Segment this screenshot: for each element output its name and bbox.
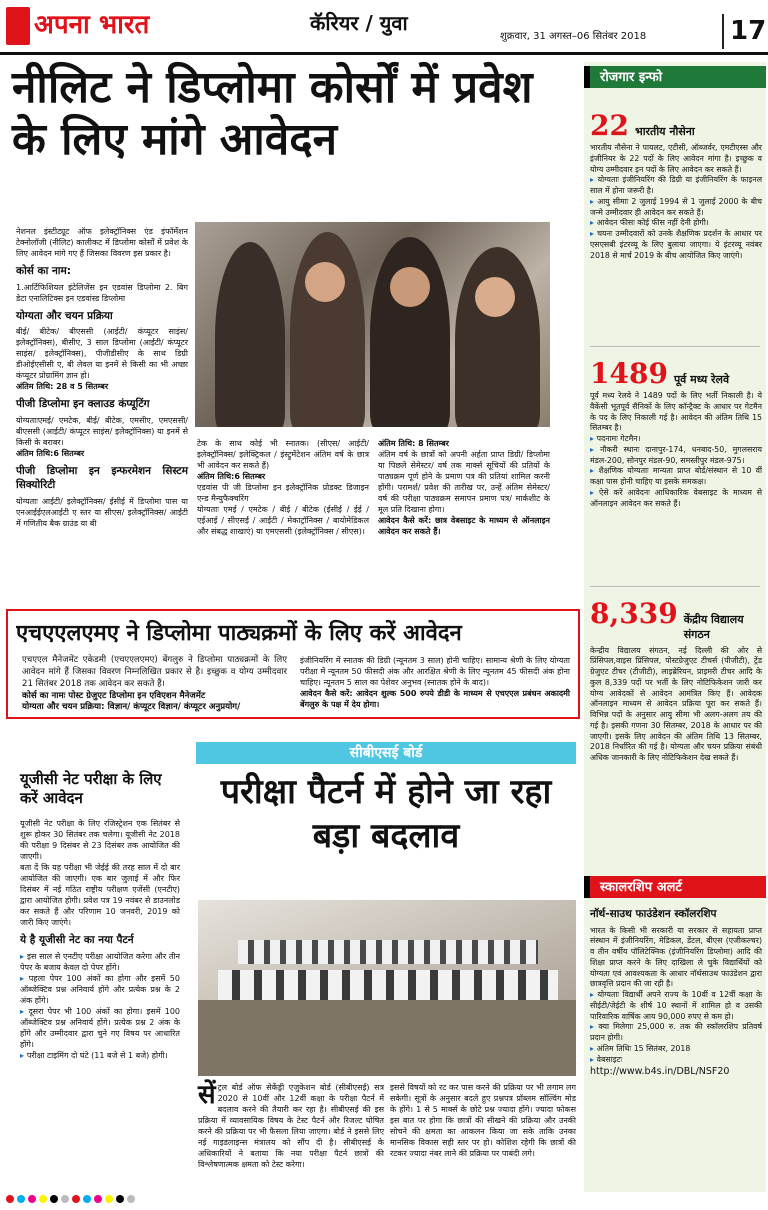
sidebar-divider-1	[590, 346, 760, 347]
cbse-headline: परीक्षा पैटर्न में होने जा रहा बड़ा बदलाव	[220, 772, 552, 857]
scholarship-url[interactable]: http://www.b4s.in/DBL/NSF20	[590, 1066, 730, 1078]
halma-eligibility: इंजीनियरिंग में स्नातक की डिग्री (न्यूनतम 3 साल) होनी चाहिए। सामान्य श्रेणी के लिए योग्यता परीक्षा में न्यूनतम 50 फीसदी अंक और आरक्षित श्रेणी के लिए न्यूनतम 45 फीसदी अंक होना चाहिए। न्यूनतम 5 साल का पेशेवर अनुभव (स्नातक होने के बाद)।	[300, 656, 570, 688]
railway-block	[590, 357, 762, 509]
nielit-article-col2	[197, 438, 369, 537]
kvs-body: केन्द्रीय विद्यालय संगठन, नई दिल्ली की ओर से प्रिंसिपल,वाइस प्रिंसिपल, पोस्टग्रेजुएट टीचर्स (पीजीटी), ट्रेंड ग्रेजुएट टीचर (टीजीटी), लाइब्रेरियन, प्राइमरी टीचर आदि के कुल 8,339 पदों पर भर्ती के लिए नोटिफिकेशन जारी कर योग्य आवेदकों से आवेदन आमंत्रित किए हैं। आवेदक ऑनलाइन माध्यम से आवेदन प्रक्रिया पूरा कर सकते हैं। विभिन्न पदों के अनुसार आयु सीमा भी अलग-अलग तय की गई है। इसकी गणना 30 सितम्बर, 2018 के आधार पर की जाएगी। इसके लिए आवेदन की अंतिम तिथि 13 सितम्बर, 2018 निर्धारित की गई है। योग्यता और चयन प्रक्रिया संबंधी अधिक जानकारी के लिए नोटिफिकेशन देख सकते हैं।	[590, 645, 762, 763]
col3-text: अंतिम वर्ष के छात्रों को अपनी अर्हता प्राप्त डिग्री/ डिप्लोमा या पिछले सेमेस्टर/ वर्ष तक मार्क्स सूचियों की प्रतियों के पाठ्यक्रम पूर्ण होने के प्रमाण पत्र की प्रतियां शामिल करनी होंगी। परामर्श/ प्रवेश की तारीख पर, उन्हें अंतिम सेमेस्टर/ वर्ष की परीक्षा पाठ्यक्रम समापन प्रमाण पत्र/ मार्कशीट के मूल प्रति दिखाना होगा।	[378, 450, 550, 515]
dot-icon	[6, 1195, 14, 1203]
dot-icon	[94, 1195, 102, 1203]
dot-icon	[105, 1195, 113, 1203]
nielit-intro: नेशनल इंस्टीट्यूट ऑफ इलेक्ट्रॉनिक्स एंड इंफॉर्मेशन टेक्नोलॉजी (नीलिट) कालीकट में डिप्लोमा कोर्सों में प्रवेश के लिए आवेदन मांगे गए हैं जिसका विवरण इस प्रकार है।	[16, 227, 188, 259]
railway-bullet-3: ▸ शैक्षणिक योग्यताः मान्यता प्राप्त बोर्ड/संस्थान से 10 वीं कक्षा पास होनी चाहिए या इसके समकक्ष।	[590, 466, 762, 488]
ugc-pattern-heading: ये है यूजीसी नेट का नया पैटर्न	[20, 934, 134, 947]
dot-icon	[39, 1195, 47, 1203]
halma-right	[300, 655, 570, 710]
ugc-bullet-3: ▸ दूसरा पेपर भी 100 अंकों का होगा। इसमें 100 ऑब्जेक्टिव प्रश्न अनिवार्य होंगे। प्रत्येक प्रश्न 2 अंक के होंगे और उम्मीदवार द्वारा चुने गए विषय पर आधारित होंगे।	[20, 1006, 180, 1050]
scholarship-block	[590, 908, 762, 1079]
ugc-body	[20, 818, 180, 1061]
scholarship-body: भारत के किसी भी सरकारी या सरकार से सहायता प्राप्त संस्थान में इंजीनियरिंग, मेडिकल, डेंटल, बीएस (एजीकल्चर) व तीन वर्षीय पॉलिटेक्निक (इंजीनियरिंग डिप्लोमा) आदि की शिक्षा प्राप्त करने के लिए दाखिला ले चुके विद्यार्थियों को योग्यता एवं आवश्यकता के आधार नॉर्थसाउथ फाउंडेशन द्वारा छात्रवृत्ति प्रदान की जा रही है।	[590, 925, 762, 989]
dot-icon	[127, 1195, 135, 1203]
page-number: 17	[722, 14, 766, 49]
ugc-p1: यूजीसी नेट परीक्षा के लिए रजिस्ट्रेशन एक सितंबर से शुरू होकर 30 सितंबर तक चलेगा। यूजीसी नेट 2018 की परीक्षा 9 दिसंबर से 23 दिसंबर तक आयोजित की जाएगी।	[20, 819, 180, 862]
scholarship-bullet-3: ▸ अंतिम तिथिः 15 सितंबर, 2018	[590, 1044, 762, 1055]
main-headline: नीलिट ने डिप्लोमा कोर्सों में प्रवेश के लिए मांगे आवेदन	[12, 62, 533, 165]
eligibility-text: बीई/ बीटेक/ बीएससी (आईटी/ कंप्यूटर साइंस/ इलेक्ट्रॉनिक्स), बीसीए, 3 साल डिप्लोमा (आईटी/ कंप्यूटर साइंस/ इलेक्ट्रॉनिक्स), पीजीडीसीए के साथ डिग्री डीओईएसीसी ए, बी लेवल या इनमें से किसी का भी अच्छा कंप्यूटर प्रोग्रामिंग ज्ञान हो।	[16, 327, 188, 381]
students-photo	[195, 222, 550, 427]
halma-selection: योग्यता और चयन प्रक्रिया: विज्ञान/ कंप्यूटर विज्ञान/ कंप्यूटर अनुप्रयोग/	[22, 702, 241, 713]
registration-dots	[0, 1195, 768, 1205]
ugc-p2: बता दें कि यह परीक्षा भी जेईई की तरह साल में दो बार आयोजित की जाएगी। एक बार जुलाई में और फिर दिसंबर में नई गठित राष्ट्रीय परीक्षण एजेंसी (एनटीए) द्वारा आयोजित होगी। प्रवेश पत्र 19 नवंबर से डाउनलोड कर सकते हैं और परिणाम 10 जनवरी, 2019 को जारी किए जाएंगे।	[20, 863, 180, 928]
dot-icon	[28, 1195, 36, 1203]
halma-course: कोर्स का नामः पोस्ट ग्रेजुएट डिप्लोमा इन एविएशन मैनेजमेंट	[22, 690, 206, 701]
cbse-dropcap: सें	[198, 1080, 216, 1110]
navy-bullet-1: ▸ योग्यताः इंजीनियरिंग की डिग्री या इंजीनियरिंग के फाइनल साल में होना जरूरी है।	[590, 175, 762, 197]
kvs-number: 8,339	[590, 597, 678, 630]
courses-list: 1.आर्टिफिशियल इंटेलिजेंस इन एडवांस डिप्लोमा 2. बिग डेटा एनालिटिक्स इन एडवांस्ड डिप्लोमा	[16, 282, 188, 303]
navy-bullet-4: ▸ चयनः उम्मीदवारों को उनके शैक्षणिक प्रदर्शन के आधार पर एसएसबी इंटरव्यू के लिए बुलाया जाएगा। ये इंटरव्यू नवंबर 2018 से मार्च 2019 के बीच आयोजित किए जाएंगे।	[590, 229, 762, 261]
railway-bullet-2: ▸ नौकरी स्थानः दानापुर-174, धनबाद-50, मुगलसराय मंडल-200, सोनपुर मंडल-90, समस्तीपुर मंडल-975।	[590, 445, 762, 467]
col3-apply: आवेदन कैसे करें: छात्र वेबसाइट के माध्यम से ऑनलाइन आवेदन कर सकते हैं।	[378, 516, 550, 537]
col3-deadline: अंतिम तिथि: 8 सितम्बर	[378, 439, 449, 448]
navy-bullet-3: ▸ आवेदन फीसः कोई फीस नहीं देनी होगी।	[590, 218, 762, 229]
halma-title: एचएएलएमए ने डिप्लोमा पाठ्यक्रमों के लिए करें आवेदन	[16, 620, 462, 646]
sidebar	[584, 62, 766, 1192]
cbse-left-text: ट्रल बोर्ड ऑफ सेकेंड्री एजुकेशन बोर्ड (सीबीएसई) सत्र 2020 से 10वीं और 12वीं कक्षा के परीक्षा पैटर्न में बदलाव करने की तैयारी कर रहा है। सीबीएसई की इस प्रक्रिया में व्यावसायिक विषय के टेस्ट पैटर्न और रिजल्ट घोषित करने की प्रक्रिया पर भी फैसला लिया जाएगा। बोर्ड ने इससे लिए नई गाइडलाइन्स मंत्रालय को सौंप दी है। सीबीएसई के अधिकारियों ने बताया कि नया परीक्षा पैटर्न छात्रों की विश्लेषणात्मक क्षमता को टेस्ट करेगा।	[198, 1083, 384, 1170]
halma-apply: आवेदन कैसे करें: आवेदन शुल्क 500 रुपये डीडी के माध्यम से एचएएल प्रबंधन अकादमी बेंगलुरु के पक्ष में देय होगा।	[300, 689, 570, 710]
halma-intro: एचएएल मैनेजमेंट एकेडमी (एचएएलएमए) बेंगलुरु ने डिप्लोमा पाठ्यक्रमों के लिए आवेदन मांगे हैं जिसका विवरण निम्नलिखित प्रकार से है। इच्छुक व योग्य उम्मीदवार 21 सितंबर 2018 तक आवेदन कर सकते हैं।	[22, 655, 287, 689]
infosec-heading: पीजी डिप्लोमा इन इन्फरमेशन सिस्टम सिक्योरिटी	[16, 464, 188, 492]
scholarship-bullet-1: ▸ योग्यताः विद्यार्थी अपने राज्य के 10वीं व 12वीं कक्षा के सीईटी/जेईटी के शीर्ष 10 स्थानों में शामिल हो व उसकी पारिवारिक वार्षिक आय 90,000 रुपए से कम हो।	[590, 990, 762, 1022]
ugc-bullet-4: ▸ परीक्षा टाइमिंग दो घंटे (11 बजे से 1 बजे) होगी।	[20, 1050, 180, 1061]
dot-icon	[50, 1195, 58, 1203]
nielit-article-col3	[378, 438, 550, 537]
ugc-headline: यूजीसी नेट परीक्षा के लिए करें आवेदन	[20, 770, 162, 807]
deadline-1: अंतिम तिथि: 28 व 5 सितम्बर	[16, 382, 109, 392]
railway-title: पूर्व मध्य रेलवे	[673, 373, 730, 386]
classroom-photo	[198, 900, 576, 1076]
col2-deadline: अंतिम तिथि:6 सितम्बर	[197, 472, 266, 482]
cbse-right-text: इससे विषयों को रट कर पास करने की प्रक्रिया पर भी लगाम लग सकेगी। सूत्रों के अनुसार बदले हुए प्रश्नपत्र प्रॉब्लम सॉल्विंग मोड के होंगे। 1 से 5 मार्क्स के छोटे प्रश्न ज्यादा होंगे। ज्यादा फोकस इस बात पर होगा कि छात्रों की सीखने की प्रक्रिया और उनकी सोचने की क्षमता का आकलन किया जा सके ताकि उनका मानसिक विकास सही स्तर पर हो। कोशिश रहेगी कि छात्रों की रटकर ज्यादा नंबर लाने की प्रक्रिया पर पाबंदी लगे।	[390, 1083, 576, 1159]
ugc-bullet-1: ▸ इस साल से एनटीए परीक्षा आयोजित करेगा और तीन पेपर के बजाय केवल दो पेपर होंगे।	[20, 951, 180, 973]
navy-block	[590, 109, 762, 261]
railway-body: पूर्व मध्य रेलवे ने 1489 पदों के लिए भर्ती निकाली है। ये वैकेंसी भूतपूर्व सैनिकों के लिए कॉन्ट्रैक्ट के आधार पर गेटमैन के पद के लिए निकाली गई है। आवेदन की अंतिम तिथि 15 सितम्बर है।	[590, 391, 762, 433]
dot-icon	[116, 1195, 124, 1203]
navy-bullet-2: ▸ आयु सीमाः 2 जुलाई 1994 से 1 जुलाई 2000 के बीच जन्मे उम्मीदवार ही आवेदन कर सकते हैं।	[590, 197, 762, 219]
sidebar-divider-2	[590, 586, 760, 587]
cbse-left	[198, 1082, 384, 1170]
halma-left	[22, 655, 287, 714]
masthead-logo	[6, 6, 216, 46]
navy-number: 22	[590, 109, 629, 142]
railway-number: 1489	[590, 357, 668, 390]
dot-icon	[72, 1195, 80, 1203]
logo-text: अपना भारत	[34, 10, 150, 41]
section-title: कॅरियर / युवा	[310, 11, 408, 35]
scholarship-bullet-2: ▸ क्या मिलेगाः 25,000 रु. तक की स्कॉलरशिप प्रतिवर्ष प्रदान होगी।	[590, 1022, 762, 1044]
cloud-heading: पीजी डिप्लोमा इन क्लाउड कंप्यूटिंग	[16, 398, 150, 411]
col2c-text: योग्यताः एमई / एमटेक / बीई / बीटेक (ईसीई / ईई / एईआई / सीएसई / आईटी / मेकाट्रॉनिक्स / बायोमेडिकल और संबद्ध शाखाएं) या एमएससी (इलेक्ट्रॉनिक्स / सीएस)।	[197, 505, 369, 537]
scholarship-title: नॉर्थ-साउथ फाउंडेशन स्कॉलरशिप	[590, 908, 717, 920]
cloud-text: योग्यताःएमई/ एमटेक, बीई/ बीटेक, एमसीए, एमएससी/ बीएससी (आईटी/ कंप्यूटर साइंस/ इलेक्ट्रॉनिक्स) या इनमें से किसी के बराबर।	[16, 415, 188, 447]
scholarship-bar: स्कालरशिप अलर्ट	[584, 876, 766, 898]
eligibility-heading: योग्यता और चयन प्रक्रिया	[16, 309, 113, 322]
kvs-block	[590, 597, 762, 764]
infosec-text: योग्यताः आईटी/ इलेक्ट्रॉनिक्स/ ईसीई में डिप्लोमा पास या एनआईईएलआईटी ए स्तर या सीएस/ इलेक्ट्रॉनिक्स/ आईटी में गणितीय बैक ग्राउंड या बी	[16, 496, 188, 528]
issue-date: शुक्रवार, 31 अगस्त–06 सितंबर 2018	[500, 31, 647, 42]
navy-body: भारतीय नौसेना ने पायलट, एटीसी, ऑब्जर्वर, एमटीएस्स और इंजीनियर के 22 पदों के लिए आवेदन मांगा है। इच्छुक व योग्य उम्मीदवार इन पदों के लिए आवेदन कर सकते हैं।	[590, 143, 762, 174]
cbse-band: सीबीएसई बोर्ड	[196, 742, 576, 764]
scholarship-bullet-4: ▸ वेबसाइटः	[590, 1055, 762, 1066]
nielit-article-col1	[16, 226, 188, 529]
col2-text: टेक के साथ कोई भी स्नातक। (सीएस/ आईटी/ इलेक्ट्रॉनिक्स/ इलेक्ट्रिकल / इंस्ट्रुमेंटेशन अंतिम वर्ष के छात्र भी आवेदन कर सकते हैं)	[197, 439, 369, 471]
dot-icon	[17, 1195, 25, 1203]
courses-heading: कोर्स का नाम:	[16, 265, 72, 278]
railway-bullet-1: ▸ पदनामः गेटमैन।	[590, 434, 762, 445]
navy-title: भारतीय नौसेना	[634, 125, 695, 138]
dot-icon	[83, 1195, 91, 1203]
dot-icon	[61, 1195, 69, 1203]
railway-bullet-4: ▸ ऐसे करें आवेदनः आधिकारिक वेबसाइट के माध्यम से ऑनलाइन आवेदन कर सकते हैं।	[590, 488, 762, 510]
kvs-title: केंद्रीय विद्यालय संगठन	[683, 613, 744, 641]
logo-flag-icon	[6, 7, 30, 45]
deadline-2: अंतिम तिथि:6 सितम्बर	[16, 448, 85, 458]
cbse-right	[390, 1082, 576, 1159]
ugc-bullet-2: ▸ पहला पेपर 100 अंकों का होगा और इसमें 50 ऑब्जेक्टिव प्रश्न अनिवार्य होंगे और प्रत्येक प्रश्न के 2 अंक होंगे।	[20, 973, 180, 1006]
col2b-text: एडवांस पी जी डिप्लोमा इन इलेक्ट्रॉनिक प्रोडक्ट डिजाइन एन्ड मैन्युफैक्चरिंग	[197, 483, 369, 504]
jobs-bar: रोजगार इन्फो	[584, 66, 766, 88]
masthead-rule	[0, 52, 768, 55]
halma-box	[6, 609, 580, 719]
